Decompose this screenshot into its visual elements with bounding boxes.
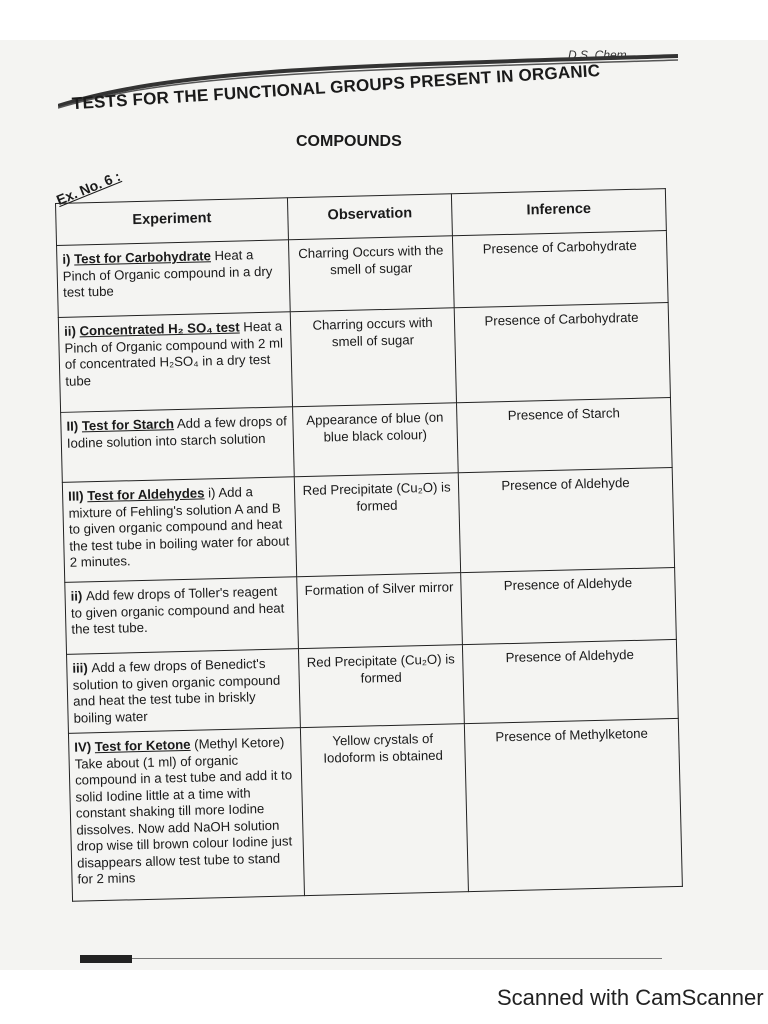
tests-table-wrapper <box>55 188 683 902</box>
tests-table <box>55 188 683 902</box>
footer-line <box>132 958 662 959</box>
inference-cell: Presence of Aldehyde <box>462 639 678 723</box>
footer-bar <box>80 955 132 963</box>
experiment-label: Test for Ketone <box>94 736 191 755</box>
experiment-cell <box>67 649 301 734</box>
inference-cell: Presence of Carbohydrate <box>452 231 668 308</box>
experiment-cell <box>65 577 299 655</box>
header-experiment: Experiment <box>56 198 289 246</box>
experiment-prefix: II) <box>66 418 83 434</box>
inference-cell: Presence of Methylketone <box>464 718 682 891</box>
experiment-text: Heat a Pinch of Organic compound with 2 ml of concentrated H₂SO₄ in a dry test tube <box>64 318 284 389</box>
experiment-text: (Methyl Ketore) Take about (1 ml) of organic compound in a test tube and add it to solid Iodine little at a time with constant shaking till more Iodine dissolves. Now add NaOH solution drop wise till brown colour Iodine just disappears allow test tube to stand for 2 mins <box>74 734 293 887</box>
experiment-label: Test for Aldehydes <box>87 485 205 504</box>
experiment-cell <box>62 477 296 583</box>
observation-cell: Charring occurs with smell of sugar <box>290 308 456 407</box>
exercise-label: Ex. No. 6 : <box>54 167 123 208</box>
experiment-prefix: IV) <box>74 739 95 755</box>
experiment-prefix: iii) <box>72 660 92 676</box>
header-observation: Observation <box>287 194 452 240</box>
camscanner-watermark: Scanned with CamScanner <box>497 985 764 1010</box>
experiment-cell <box>61 407 295 483</box>
experiment-prefix: i) <box>62 251 75 267</box>
observation-cell: Yellow crystals of Iodoform is obtained <box>300 724 468 896</box>
observation-cell: Appearance of blue (on blue black colour) <box>293 403 459 477</box>
page-title: TESTS FOR THE FUNCTIONAL GROUPS PRESENT IN ORGANIC <box>71 61 601 114</box>
inference-cell: Presence of Aldehyde <box>461 567 677 644</box>
experiment-text: i) Add a mixture of Fehling's solution A and B to given organic compound and heat the test tube in boiling water for about 2 minutes. <box>68 484 290 570</box>
observation-cell: Charring Occurs with the smell of sugar <box>288 236 454 312</box>
table-row <box>68 718 682 901</box>
experiment-label: Concentrated H₂ SO₄ test <box>79 319 240 339</box>
experiment-cell <box>57 240 291 318</box>
observation-cell: Formation of Silver mirror <box>297 573 463 649</box>
experiment-text: Add a few drops of Iodine solution into starch solution <box>66 413 287 451</box>
experiment-text: Heat a Pinch of Organic compound in a dry test tube <box>62 247 273 300</box>
experiment-cell <box>68 728 304 902</box>
header-reference: D.S. Chem... <box>568 48 637 62</box>
page-subtitle: COMPOUNDS <box>296 133 402 150</box>
experiment-cell <box>58 312 292 413</box>
header-inference: Inference <box>451 189 666 236</box>
table-row <box>58 303 670 413</box>
experiment-label: Test for Starch <box>81 416 175 434</box>
experiment-text: Add a few drops of Benedict's solution to given organic compound and heat the test tube in briskly boiling water <box>72 655 281 726</box>
experiment-prefix: ii) <box>63 323 80 339</box>
inference-cell: Presence of Aldehyde <box>458 468 674 573</box>
table-row <box>62 468 674 583</box>
observation-cell: Red Precipitate (Cu₂O) is formed <box>294 473 460 577</box>
inference-cell: Presence of Carbohydrate <box>454 303 670 403</box>
experiment-prefix: III) <box>67 488 88 504</box>
experiment-label: Test for Carbohydrate <box>73 248 212 267</box>
experiment-text: Add few drops of Toller's reagent to given organic compound and heat the test tube. <box>70 583 285 637</box>
table-row <box>67 639 679 733</box>
experiment-prefix: ii) <box>70 588 87 604</box>
observation-cell: Red Precipitate (Cu₂O) is formed <box>298 645 464 728</box>
inference-cell: Presence of Starch <box>457 398 673 473</box>
